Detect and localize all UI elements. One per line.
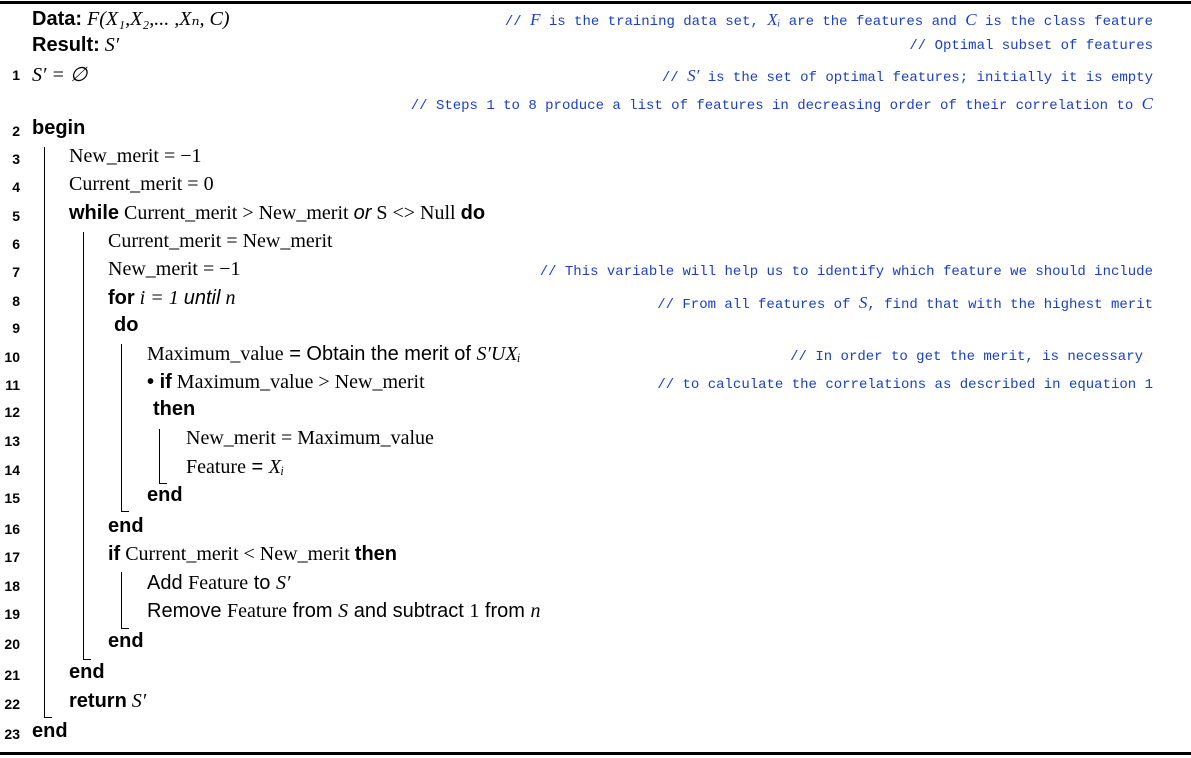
data-expression: F(X₁,X₂,... ,Xₙ, C) — [87, 8, 230, 30]
statement: Current_merit = 0 — [69, 173, 214, 195]
block-bar-tick — [44, 717, 52, 718]
line-number: 2 — [12, 123, 20, 139]
line-number: 7 — [12, 264, 20, 280]
line-1 — [0, 62, 1191, 90]
line-23 — [0, 720, 1191, 748]
result-label: Result: — [32, 34, 100, 56]
for-statement: for i = 1 until n — [108, 287, 236, 309]
keyword-end: end — [147, 484, 183, 506]
line-15 — [0, 484, 1191, 512]
keyword-begin: begin — [32, 117, 86, 139]
bottom-rule — [0, 752, 1191, 755]
statement: Current_merit = New_merit — [108, 230, 333, 252]
line-8 — [0, 287, 1191, 315]
data-line — [0, 6, 1191, 34]
data-comment: // F is the training data set, Xᵢ are the features and C is the class feature — [504, 10, 1153, 30]
line-17 — [0, 543, 1191, 571]
line-number: 18 — [4, 578, 20, 594]
line-number: 21 — [4, 667, 20, 683]
line-number: 16 — [4, 521, 20, 537]
keyword-end: end — [108, 515, 144, 537]
line-22 — [0, 690, 1191, 718]
result-expression: S′ — [104, 34, 120, 56]
statement: Add Feature to S′ — [147, 572, 291, 594]
line-number: 10 — [4, 349, 20, 365]
line-number: 1 — [12, 67, 20, 83]
line-number: 20 — [4, 636, 20, 652]
block-bar-then — [159, 429, 160, 484]
statement: Feature = Xᵢ — [186, 456, 285, 478]
line-20 — [0, 630, 1191, 658]
line-3 — [0, 145, 1191, 173]
comment: // This variable will help us to identify which feature we should include — [539, 264, 1153, 280]
line-number: 12 — [4, 404, 20, 420]
block-bar-tick — [121, 628, 129, 629]
line-16 — [0, 515, 1191, 543]
line-number: 9 — [12, 320, 20, 336]
line-number: 5 — [12, 208, 20, 224]
line-21 — [0, 661, 1191, 689]
while-statement: while Current_merit > New_merit or S <> Null do — [69, 202, 486, 224]
line-12 — [0, 398, 1191, 426]
top-rule — [0, 1, 1191, 4]
steps-comment-line — [0, 90, 1191, 118]
statement: S′ = ∅ — [32, 64, 88, 86]
line-11 — [0, 371, 1191, 399]
line-2 — [0, 117, 1191, 145]
comment: // From all features of S, find that with the highest merit — [657, 293, 1153, 313]
line-number: 8 — [12, 293, 20, 309]
block-bar-for — [121, 344, 122, 512]
data-label: Data: — [32, 8, 83, 30]
block-bar-begin — [44, 147, 45, 718]
line-number: 17 — [4, 549, 20, 565]
statement: Maximum_value = Obtain the merit of S′UXᵢ — [147, 343, 521, 365]
line-number: 4 — [12, 179, 20, 195]
line-10 — [0, 343, 1191, 371]
line-19 — [0, 600, 1191, 628]
block-bar-tick — [121, 511, 129, 512]
line-5 — [0, 202, 1191, 230]
line-number: 14 — [4, 462, 20, 478]
line-9 — [0, 314, 1191, 342]
comment: // In order to get the merit, is necessary — [790, 349, 1143, 365]
line-14 — [0, 456, 1191, 484]
line-4 — [0, 173, 1191, 201]
comment: // Steps 1 to 8 produce a list of features in decreasing order of their correlation to C — [410, 94, 1153, 114]
block-bar-tick — [83, 659, 91, 660]
result-line — [0, 34, 1191, 62]
line-number: 6 — [12, 236, 20, 252]
line-number: 22 — [4, 696, 20, 712]
statement: New_merit = −1 — [69, 145, 202, 167]
keyword-end: end — [32, 720, 68, 742]
line-number: 19 — [4, 606, 20, 622]
keyword-end: end — [69, 661, 105, 683]
block-bar-tick — [159, 483, 167, 484]
block-bar-if — [121, 572, 122, 629]
if-statement: • if Maximum_value > New_merit — [147, 371, 425, 393]
keyword-do: do — [114, 314, 139, 336]
line-number: 23 — [4, 726, 20, 742]
line-7 — [0, 258, 1191, 286]
line-18 — [0, 572, 1191, 600]
line-13 — [0, 427, 1191, 455]
comment: // to calculate the correlations as described in equation 1 — [657, 377, 1153, 393]
return-statement: return S′ — [69, 690, 147, 712]
result-comment: // Optimal subset of features — [909, 38, 1153, 54]
statement: New_merit = −1 — [108, 258, 241, 280]
keyword-then: then — [153, 398, 196, 420]
line-6 — [0, 230, 1191, 258]
block-bar-while — [83, 232, 84, 660]
line-number: 3 — [12, 151, 20, 167]
line-number: 13 — [4, 433, 20, 449]
if-statement: if Current_merit < New_merit then — [108, 543, 397, 565]
keyword-end: end — [108, 630, 144, 652]
comment: // S′ is the set of optimal features; initially it is empty — [661, 66, 1153, 86]
statement: Remove Feature from S and subtract 1 from n — [147, 600, 541, 622]
line-number: 15 — [4, 490, 20, 506]
statement: New_merit = Maximum_value — [186, 427, 434, 449]
line-number: 11 — [5, 377, 20, 393]
